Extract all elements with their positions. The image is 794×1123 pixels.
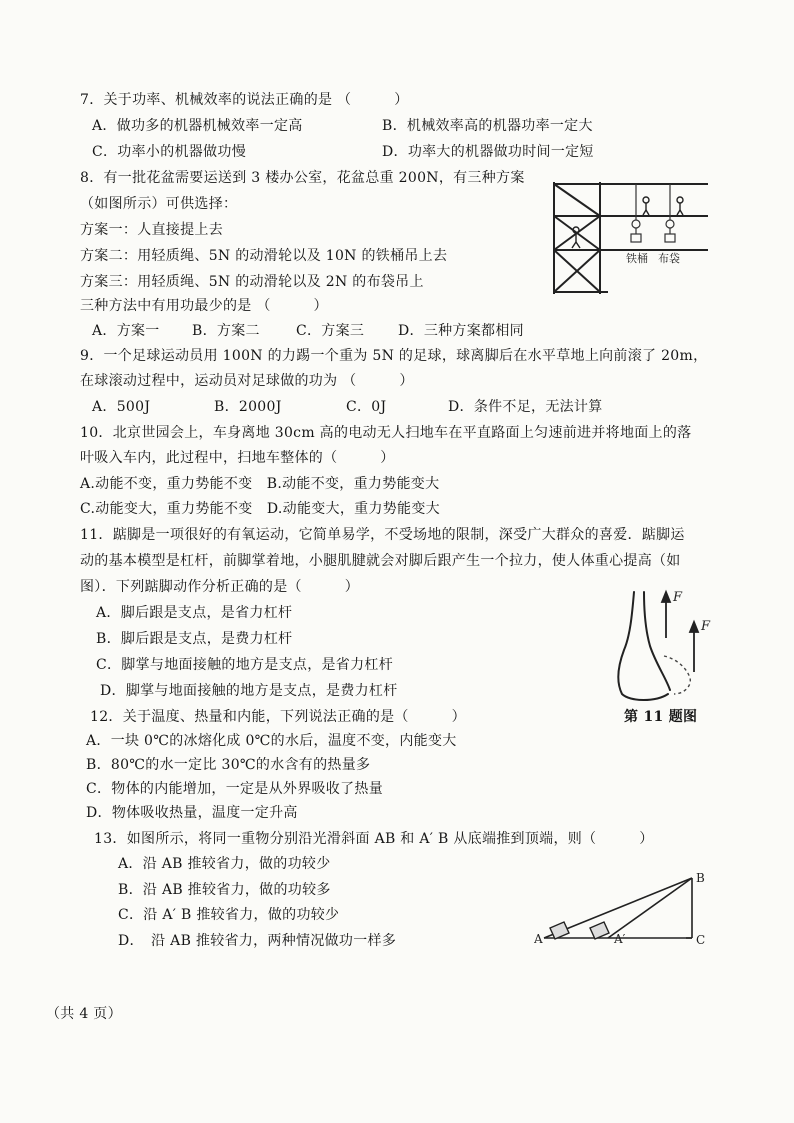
q9-option-b: B．2000J <box>214 399 282 415</box>
q11-option-d: D．脚掌与地面接触的地方是支点，是费力杠杆 <box>100 683 398 699</box>
q11-force-label-2: F <box>701 619 711 634</box>
q13-option-a: A．沿 AB 推较省力，做的功较少 <box>118 856 331 872</box>
q12-option-d: D．物体吸收热量，温度一定升高 <box>86 805 298 821</box>
q7-option-c: C．功率小的机器做功慢 <box>92 144 247 160</box>
q9-option-c: C．0J <box>346 399 387 415</box>
q8-option-a: A．方案一 <box>92 323 160 339</box>
q8-option-b: B．方案二 <box>192 323 260 339</box>
q11-stem-line1: 11．踮脚是一项很好的有氧运动，它简单易学，不受场地的限制，深受广大群众的喜爱．踮脚运 <box>80 527 685 543</box>
q8-building-figure <box>548 174 714 300</box>
q13-stem: 13．如图所示，将同一重物分别沿光滑斜面 AB 和 A′ B 从底端推到顶端，则（ ） <box>94 831 654 847</box>
q13-option-b: B．沿 AB 推较省力，做的功较多 <box>118 882 331 898</box>
q11-force-label-1: F <box>673 590 683 605</box>
q8-plan1: 方案一：人直接提上去 <box>80 222 223 238</box>
q9-option-d: D．条件不足，无法计算 <box>448 399 603 415</box>
q11-stem-line2: 动的基本模型是杠杆，前脚掌着地，小腿肌腱就会对脚后跟产生一个拉力，使人体重心提高（如 <box>80 553 681 569</box>
q8-option-c: C．方案三 <box>296 323 365 339</box>
q8-stem-line1: 8．有一批花盆需要运送到 3 楼办公室，花盆总重 200N，有三种方案 <box>80 170 525 186</box>
page-footer: （共 4 页） <box>46 1006 122 1022</box>
q13-incline-figure <box>534 866 720 952</box>
q10-stem-line2: 叶吸入车内，此过程中，扫地车整体的（ ） <box>80 450 395 466</box>
q11-option-b: B．脚后跟是支点，是费力杠杆 <box>96 631 293 647</box>
q7-option-b: B．机械效率高的机器功率一定大 <box>382 118 593 134</box>
q9-stem-line1: 9．一个足球运动员用 100N 的力踢一个重为 5N 的足球，球离脚后在水平草地上向前滚了 20m， <box>80 348 708 364</box>
q7-option-d: D．功率大的机器做功时间一定短 <box>382 144 594 160</box>
q12-option-c: C．物体的内能增加，一定是从外界吸收了热量 <box>86 781 384 797</box>
q13-label-a: A <box>534 932 543 946</box>
q13-label-a-prime: A′ <box>614 932 626 946</box>
q9-option-a: A．500J <box>92 399 151 415</box>
q13-option-d: D． 沿 AB 推较省力，两种情况做功一样多 <box>118 933 397 949</box>
q7-option-a: A．做功多的机器机械效率一定高 <box>92 118 303 134</box>
q12-stem: 12．关于温度、热量和内能，下列说法正确的是（ ） <box>90 709 466 725</box>
q8-stem-line2: （如图所示）可供选择： <box>80 196 238 212</box>
q8-option-d: D．三种方案都相同 <box>398 323 524 339</box>
q10-options-row2: C.动能变大，重力势能不变 D.动能变大，重力势能变大 <box>80 501 440 517</box>
q11-option-a: A．脚后跟是支点，是省力杠杆 <box>96 605 293 621</box>
q9-stem-line2: 在球滚动过程中，运动员对足球做的功为 （ ） <box>80 373 414 389</box>
q12-option-b: B．80℃的水一定比 30℃的水含有的热量多 <box>86 757 371 773</box>
q10-stem-line1: 10．北京世园会上，车身离地 30cm 高的电动无人扫地车在平直路面上匀速前进并将地面上的落 <box>80 425 692 441</box>
q11-option-c: C．脚掌与地面接触的地方是支点，是省力杠杆 <box>96 657 394 673</box>
q13-label-b: B <box>696 871 705 885</box>
q11-foot-figure <box>604 586 720 708</box>
q11-stem-line3: 图）．下列踮脚动作分析正确的是（ ） <box>80 579 359 595</box>
q13-label-c: C <box>696 933 706 947</box>
q8-plan2: 方案二：用轻质绳、5N 的动滑轮以及 10N 的铁桶吊上去 <box>80 248 448 264</box>
q8-question: 三种方法中有用功最少的是 （ ） <box>80 298 328 314</box>
q10-options-row1: A.动能不变，重力势能不变 B.动能不变，重力势能变大 <box>80 476 440 492</box>
q8-plan3: 方案三：用轻质绳、5N 的动滑轮以及 2N 的布袋吊上 <box>80 274 424 290</box>
q7-stem: 7．关于功率、机械效率的说法正确的是 （ ） <box>80 92 409 108</box>
q13-option-c: C．沿 A′ B 推较省力，做的功较少 <box>118 907 340 923</box>
q11-figure-caption: 第 11 题图 <box>624 709 698 725</box>
q8-figure-label-bucket: 铁桶 <box>626 252 648 265</box>
q8-figure-label-bag: 布袋 <box>658 252 680 265</box>
q12-option-a: A．一块 0℃的冰熔化成 0℃的水后，温度不变，内能变大 <box>86 733 457 749</box>
